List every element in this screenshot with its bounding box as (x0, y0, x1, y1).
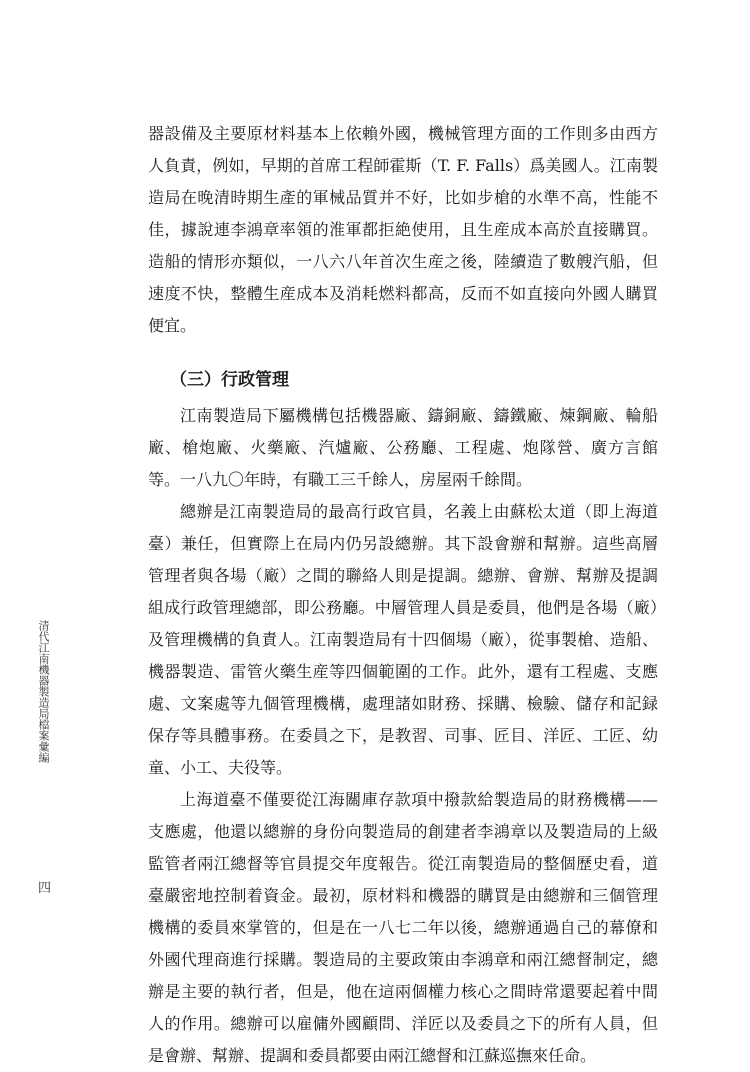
paragraph-1: 器設備及主要原材料基本上依賴外國，機械管理方面的工作則多由西方人負責，例如，早期的首席工程師霍斯（T. F. Falls）爲美國人。江南製造局在晚清時期生產的軍械品質并不好，比如步槍的水準不高，性能不佳，據說連李鴻章率領的淮軍都拒絶使用，且生産成本高於直接購買。造船的情形亦類似，一八六八年首次生産之後，陸續造了數艘汽船，但速度不快，整體生産成本及消耗燃料都高，反而不如直接向外國人購買便宜。 (148, 124, 658, 335)
paragraph-4: 上海道臺不僅要從江海關庫存款項中撥款給製造局的財務機構——支應處，他還以總辦的身份向製造局的創建者李鴻章以及製造局的上級監管者兩江總督等官員提交年度報告。從江南製造局的整個歷史看，道臺嚴密地控制着資金。最初，原材料和機器的購買是由總辦和三個管理機構的委員來掌管的，但是在一八七二年以後，總辦通過自己的幕僚和外國代理商進行採購。製造局的主要政策由李鴻章和兩江總督制定，總辦是主要的執行者，但是，他在這兩個權力核心之間時常還要起着中間人的作用。總辦可以雇傭外國顧問、洋匠以及委員之下的所有人員，但是會辦、幫辦、提調和委員都要由兩江總督和江蘇巡撫來任命。 (148, 790, 658, 1065)
paragraph-3: 總辦是江南製造局的最高行政官員，名義上由蘇松太道（即上海道臺）兼任，但實際上在局内仍另設總辦。其下設會辦和幫辦。這些高層管理者與各場（廠）之間的聯絡人則是提調。總辦、會辦、幫辦及提調組成行政管理總部，即公務廳。中層管理人員是委員，他們是各場（廠）及管理機構的負責人。江南製造局有十四個場（廠），從事製槍、造船、機器製造、雷管火藥生産等四個範圍的工作。此外，還有工程處、支應處、文案處等九個管理機構，處理諸如財務、採購、檢驗、儲存和記録保存等具體事務。在委員之下，是教習、司事、匠目、洋匠、工匠、幼童、小工、夫役等。 (148, 502, 658, 777)
paragraph-2: 江南製造局下屬機構包括機器廠、鑄銅廠、鑄鐵廠、煉鋼廠、輪船廠、槍炮廠、火藥廠、汽爐廠、公務廳、工程處、炮隊營、廣方言館等。一八九〇年時，有職工三千餘人，房屋兩千餘間。 (148, 406, 658, 489)
main-text-block (148, 118, 658, 1072)
section-heading: （三）行政管理 (170, 370, 289, 390)
book-title-sidebar: 清代江南機器製造局檔案彙編 (37, 620, 50, 763)
page-number: 四 (38, 881, 52, 896)
